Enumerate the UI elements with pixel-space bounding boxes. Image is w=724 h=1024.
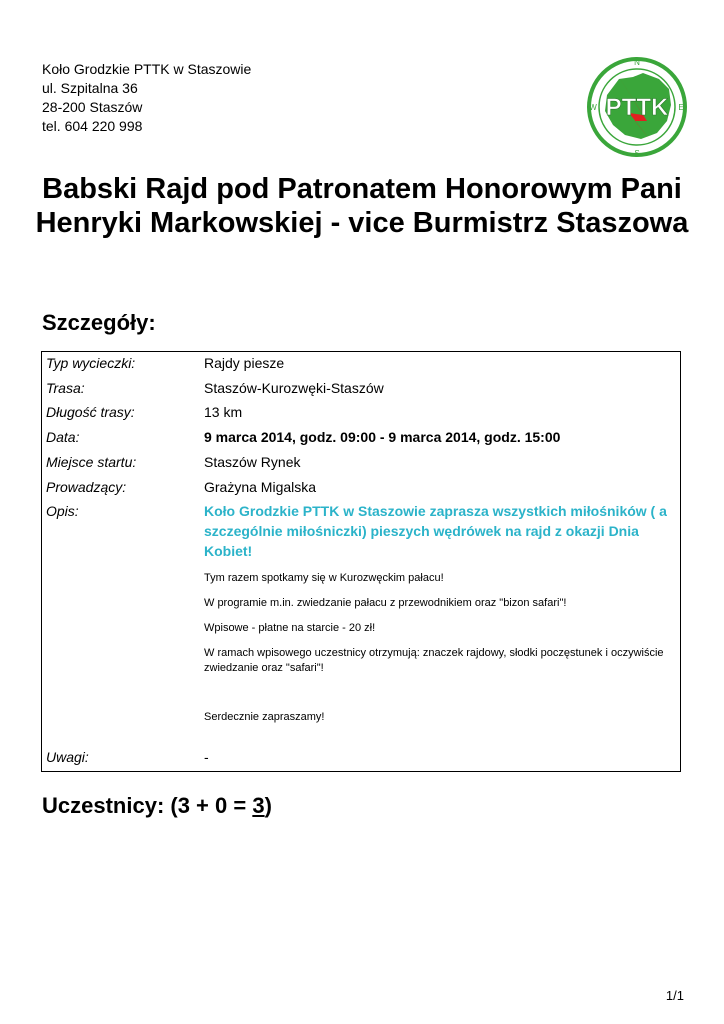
compass-e: E xyxy=(678,103,684,112)
length-value: 13 km xyxy=(204,404,243,421)
description-paragraph: W ramach wpisowego uczestnicy otrzymują: znaczek rajdowy, słodki poczęstunek i oczywiście zwiedzanie oraz "safari"! xyxy=(204,647,664,675)
table-row xyxy=(42,352,681,377)
date-label: Data: xyxy=(46,429,80,446)
leader-label: Prowadzący: xyxy=(46,478,127,495)
route-value: Staszów-Kurozwęki-Staszów xyxy=(204,379,384,396)
table-row xyxy=(42,401,681,426)
organization-street: ul. Szpitalna 36 xyxy=(42,80,138,96)
organization-city: 28-200 Staszów xyxy=(42,99,143,115)
compass-n: N xyxy=(634,58,640,67)
participants-prefix: Uczestnicy: (3 + 0 = xyxy=(42,793,253,818)
length-label: Długość trasy: xyxy=(46,404,135,421)
date-value: 9 marca 2014, godz. 09:00 - 9 marca 2014, godz. 15:00 xyxy=(204,429,561,446)
organization-address xyxy=(42,60,251,136)
leader-value: Grażyna Migalska xyxy=(204,478,317,495)
details-heading: Szczegóły: xyxy=(42,310,156,335)
description-value xyxy=(200,500,681,746)
notes-label: Uwagi: xyxy=(46,749,89,766)
table-row xyxy=(42,476,681,501)
type-label: Typ wycieczki: xyxy=(46,355,136,371)
description-paragraph: Wpisowe - płatne na starcie - 20 zł! xyxy=(204,622,376,635)
details-table xyxy=(41,351,681,772)
table-row xyxy=(42,500,681,746)
participants-total: 3 xyxy=(252,793,265,818)
table-row xyxy=(42,377,681,402)
description-label: Opis: xyxy=(46,503,79,520)
pttk-logo xyxy=(585,55,689,159)
description-paragraph: W programie m.in. zwiedzanie pałacu z przewodnikiem oraz "bizon safari"! xyxy=(204,597,567,610)
route-label: Trasa: xyxy=(46,379,85,396)
start-label: Miejsce startu: xyxy=(46,453,137,470)
page-number: 1/1 xyxy=(665,988,684,1003)
organization-name: Koło Grodzkie PTTK w Staszowie xyxy=(42,61,252,77)
compass-s: S xyxy=(634,149,640,158)
notes-value: - xyxy=(204,749,209,766)
participants-suffix: ) xyxy=(264,793,272,818)
description-lead: Koło Grodzkie PTTK w Staszowie zaprasza wszystkich miłośników ( a szczególnie miłośniczki) pieszych wędrówek na rajd z okazji Dnia Kobiet! xyxy=(204,503,667,560)
compass-w: W xyxy=(589,103,597,112)
description-paragraph: Tym razem spotkamy się w Kurozwęckim pałacu! xyxy=(204,572,444,585)
logo-text: PTTK xyxy=(605,94,669,121)
page-title: Babski Rajd pod Patronatem Honorowym Pani Henryki Markowskiej - vice Burmistrz Staszowa xyxy=(35,173,689,239)
start-value: Staszów Rynek xyxy=(204,453,301,470)
table-row xyxy=(42,451,681,476)
description-closing: Serdecznie zapraszamy! xyxy=(204,711,325,724)
type-value: Rajdy piesze xyxy=(204,355,285,371)
table-row xyxy=(42,426,681,451)
participants-heading xyxy=(42,792,272,820)
table-row xyxy=(42,746,681,771)
organization-phone: tel. 604 220 998 xyxy=(42,118,143,134)
